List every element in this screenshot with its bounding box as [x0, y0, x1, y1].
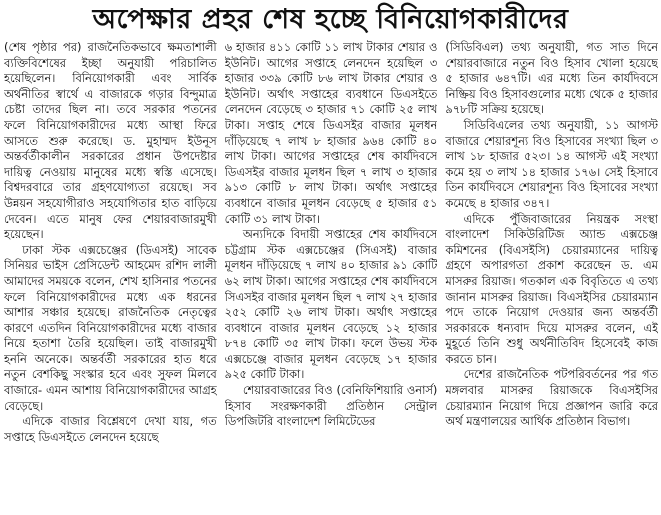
article-headline: অপেক্ষার প্রহর শেষ হচ্ছে বিনিয়োগকারীদের	[92, 4, 569, 35]
article-paragraph: এদিকে পুঁজিবাজারের নিয়ন্ত্রক সংস্থা বাংলাদেশ সিকিউরিটিজ অ্যান্ড এক্সচেঞ্জ কমিশনের (বিএসইসি) চেয়ারম্যানের দায়িত্ব গ্রহণে অপারগতা প্রকাশ করেছেন ড. এম মাসরুর রিয়াজ। গতকাল এক বিবৃতিতে এ তথ্য জানান মাসরুর রিয়াজ। বিএসইসির চেয়ারম্যান পদে তাকে নিয়োগ দেওয়ার জন্য অন্তর্বর্তী সরকারকে ধন্যবাদ দিয়ে মাসরুর বলেন, এই মুহূর্তে তিনি শুধু অর্থনীতিবিদ হিসেবেই কাজ করতে চান।	[445, 211, 659, 366]
article-column-1	[4, 40, 217, 515]
article-paragraph: (সিডিবিএল) তথ্য অনুযায়ী, গত সাত দিনে শেয়ারবাজারে নতুন বিও হিসাব খোলা হয়েছে ৫ হাজার ৬৪৭টি। এর মধ্যে তিন কার্যদিবসে নিষ্ক্রিয় বিও হিসাবগুলোর মধ্যে থেকে ৫ হাজার ৯৭৮টি সক্রিয় হয়েছে।	[445, 40, 659, 117]
article-column-3	[445, 40, 658, 515]
article-column-2	[225, 40, 438, 515]
article-paragraph: ৬ হাজার ৪১১ কোটি ১১ লাখ টাকার শেয়ার ও ইউনিট। আগের সপ্তাহে লেনদেন হয়েছিল ৩ হাজার ৩৩৯ কোটি ৮৬ লাখ টাকার শেয়ার ও ইউনিট। অর্থাৎ সপ্তাহের ব্যবধানে ডিএসইতে লেনদেন বেড়েছে ৩ হাজার ৭১ কোটি ২৫ লাখ টাকা। সপ্তাহ শেষে ডিএসইর বাজার মূলধন দাঁড়িয়েছে ৭ লাখ ৮ হাজার ৯৬৪ কোটি ৪০ লাখ টাকা। আগের সপ্তাহের শেষ কার্যদিবসে ডিএসইর বাজার মূলধন ছিল ৭ লাখ ৩ হাজার ৯১৩ কোটি ৮ লাখ টাকা। অর্থাৎ সপ্তাহের ব্যবধানে বাজার মূলধন বেড়েছে ৫ হাজার ৫১ কোটি ৩১ লাখ টাকা।	[224, 40, 438, 226]
article-paragraph: এদিকে বাজার বিশ্লেষণে দেখা যায়, গত সপ্তাহে ডিএসইতে লেনদেন হয়েছে	[4, 414, 217, 444]
article-paragraph: (শেষ পৃষ্ঠার পর) রাজনৈতিকভাবে ক্ষমতাশালী ব্যক্তিবিশেষের ইচ্ছা অনুযায়ী পরিচালিত হয়েছিলেন। বিনিয়োগকারী এবং সার্বিক অর্থনীতির স্বার্থে এ বাজারকে গড়ার বিন্দুমাত্র চেষ্টা তাদের ছিল না। তবে সরকার পতনের ফলে বিনিয়োগকারীদের মধ্যে আস্থা ফিরে আসতে শুরু করেছে। ড. মুহাম্মদ ইউনূস অন্তর্বর্তীকালীন সরকারের প্রধান উপদেষ্টার দায়িত্ব নেওয়ায় মানুষের মধ্যে স্বস্তি এসেছে। বিশ্বদরবারে তার গ্রহণযোগ্যতা রয়েছে। সব উন্নয়ন সহযোগীরাও সহযোগিতার হাত বাড়িয়ে দেবেন। এতে মানুষ ফের শেয়ারবাজারমুখী হয়েছেন।	[4, 40, 217, 242]
article-paragraph: অন্যদিকে বিদায়ী সপ্তাহের শেষ কার্যদিবসে চট্টগ্রাম স্টক এক্সচেঞ্জের (সিএসই) বাজার মূলধন দাঁড়িয়েছে ৭ লাখ ৪০ হাজার ৯১ কোটি ৬২ লাখ টাকা। আগের সপ্তাহের শেষ কার্যদিবসে সিএসইর বাজার মূলধন ছিল ৭ লাখ ২৭ হাজার ২৫২ কোটি ২৬ লাখ টাকা। অর্থাৎ সপ্তাহের ব্যবধানে বাজার মূলধন বেড়েছে ১২ হাজার ৮৭৪ কোটি ৩৫ লাখ টাকা। ফলে উভয় স্টক এক্সচেঞ্জে বাজার মূলধন বেড়েছে ১৭ হাজার ৯২৫ কোটি টাকা।	[224, 227, 438, 382]
article-paragraph: দেশের রাজনৈতিক পটপরিবর্তনের পর গত মঙ্গলবার মাসরুর রিয়াজকে বিএসইসির চেয়ারম্যান নিয়োগ দিয়ে প্রজ্ঞাপন জারি করে অর্থ মন্ত্রণালয়ের আর্থিক প্রতিষ্ঠান বিভাগ।	[445, 367, 659, 429]
article-paragraph: সিডিবিএলের তথ্য অনুযায়ী, ১১ আগস্ট বাজারে শেয়ারশূন্য বিও হিসাবের সংখ্যা ছিল ৩ লাখ ১৮ হাজার ৫২৩। ১৪ আগস্ট এই সংখ্যা কমে হয় ৩ লাখ ১৪ হাজার ১৭৬। সেই হিসাবে তিন কার্যদিবসে শেয়ারশূন্য বিও হিসাবের সংখ্যা কমেছে ৪ হাজার ৩৪৭।	[445, 117, 659, 210]
article-body	[4, 40, 658, 515]
article-paragraph: শেয়ারবাজারের বিও (বেনিফিশিয়ারি ওনার্স) হিসাব সংরক্ষণকারী প্রতিষ্ঠান সেন্ট্রাল ডিপজিটরি বাংলাদেশ লিমিটেডের	[224, 383, 438, 429]
article-paragraph: ঢাকা স্টক এক্সচেঞ্জের (ডিএসই) সাবেক সিনিয়র ভাইস প্রেসিডেন্ট আহমেদ রশিদ লালী আমাদের সময়কে বলেন, শেখ হাসিনার পতনের ফলে বিনিয়োগকারীদের মধ্যে এক ধরনের আশার সঞ্চার হয়েছে। রাজনৈতিক নেতৃত্বের কারণে এতদিন বিনিয়োগকারীদের মধ্যে বাজার নিয়ে হতাশা তৈরি হয়েছিল। তাই বাজারমুখী হননি অনেকে। অন্তর্বর্তী সরকারের হাত ধরে নতুন বেশকিছু সংস্কার হবে এবং সুফল মিলবে বাজারে- এমন আশায় বিনিয়োগকারীদের আগ্রহ বেড়েছে।	[4, 242, 217, 413]
